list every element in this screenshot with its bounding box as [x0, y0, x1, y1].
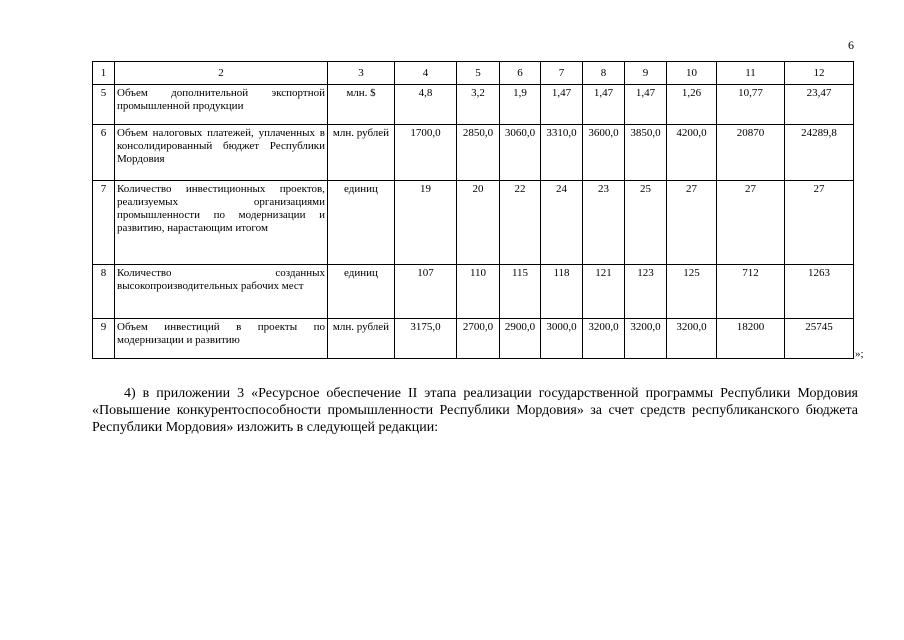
value-cell: 23,47	[785, 85, 854, 125]
value-cell: 2700,0	[457, 319, 500, 359]
value-cell: 3200,0	[583, 319, 625, 359]
value-cell: 20	[457, 181, 500, 265]
value-cell: 22	[500, 181, 541, 265]
column-header: 10	[667, 62, 717, 85]
column-header: 7	[541, 62, 583, 85]
value-cell: 1263	[785, 265, 854, 319]
table-row	[93, 125, 854, 181]
value-cell: 121	[583, 265, 625, 319]
value-cell: 20870	[717, 125, 785, 181]
indicator-name: Объем инвестиций в проекты по модернизации и развитию	[115, 319, 328, 359]
value-cell: 2850,0	[457, 125, 500, 181]
column-header: 1	[93, 62, 115, 85]
column-header: 12	[785, 62, 854, 85]
value-cell: 24	[541, 181, 583, 265]
indicator-name: Количество созданных высокопроизводительных рабочих мест	[115, 265, 328, 319]
table-row	[93, 265, 854, 319]
column-header: 5	[457, 62, 500, 85]
column-header: 8	[583, 62, 625, 85]
table-row	[93, 85, 854, 125]
value-cell: 4200,0	[667, 125, 717, 181]
value-cell: 27	[667, 181, 717, 265]
value-cell: 3310,0	[541, 125, 583, 181]
column-header: 2	[115, 62, 328, 85]
table-row	[93, 181, 854, 265]
closing-quote-mark: »;	[855, 348, 864, 360]
value-cell: 23	[583, 181, 625, 265]
row-number: 6	[93, 125, 115, 181]
value-cell: 18200	[717, 319, 785, 359]
value-cell: 115	[500, 265, 541, 319]
value-cell: 25	[625, 181, 667, 265]
value-cell: 24289,8	[785, 125, 854, 181]
value-cell: 3060,0	[500, 125, 541, 181]
page-number: 6	[848, 38, 854, 52]
indicator-name: Объем налоговых платежей, уплаченных в консолидированный бюджет Республики Мордовия	[115, 125, 328, 181]
column-header: 11	[717, 62, 785, 85]
table-row	[93, 319, 854, 359]
value-cell: 1,47	[625, 85, 667, 125]
unit-cell: единиц	[328, 181, 395, 265]
value-cell: 3600,0	[583, 125, 625, 181]
value-cell: 3175,0	[395, 319, 457, 359]
value-cell: 118	[541, 265, 583, 319]
indicator-name: Объем дополнительной экспортной промышленной продукции	[115, 85, 328, 125]
value-cell: 27	[717, 181, 785, 265]
value-cell: 25745	[785, 319, 854, 359]
column-header: 6	[500, 62, 541, 85]
value-cell: 1,26	[667, 85, 717, 125]
column-header: 3	[328, 62, 395, 85]
row-number: 5	[93, 85, 115, 125]
value-cell: 3,2	[457, 85, 500, 125]
column-header: 9	[625, 62, 667, 85]
value-cell: 3850,0	[625, 125, 667, 181]
value-cell: 3200,0	[625, 319, 667, 359]
value-cell: 1700,0	[395, 125, 457, 181]
table-header-row	[93, 62, 854, 85]
row-number: 9	[93, 319, 115, 359]
amendment-paragraph: 4) в приложении 3 «Ресурсное обеспечение II этапа реализации государственной программы Республики Мордовия «Повышение конкурентоспособности промышленности Республики Мордовия» за счет средств республиканского бюджета Республики Мордовия» изложить в следующей редакции:	[92, 386, 858, 435]
value-cell: 19	[395, 181, 457, 265]
value-cell: 123	[625, 265, 667, 319]
row-number: 7	[93, 181, 115, 265]
unit-cell: млн. рублей	[328, 319, 395, 359]
column-header: 4	[395, 62, 457, 85]
value-cell: 125	[667, 265, 717, 319]
value-cell: 3000,0	[541, 319, 583, 359]
unit-cell: млн. $	[328, 85, 395, 125]
value-cell: 1,47	[583, 85, 625, 125]
value-cell: 110	[457, 265, 500, 319]
indicators-table	[92, 61, 854, 359]
value-cell: 712	[717, 265, 785, 319]
value-cell: 27	[785, 181, 854, 265]
value-cell: 107	[395, 265, 457, 319]
value-cell: 1,47	[541, 85, 583, 125]
indicator-name: Количество инвестиционных проектов, реализуемых организациями промышленности по модернизации и развитию, нарастающим итогом	[115, 181, 328, 265]
row-number: 8	[93, 265, 115, 319]
unit-cell: млн. рублей	[328, 125, 395, 181]
value-cell: 3200,0	[667, 319, 717, 359]
value-cell: 1,9	[500, 85, 541, 125]
value-cell: 4,8	[395, 85, 457, 125]
value-cell: 2900,0	[500, 319, 541, 359]
value-cell: 10,77	[717, 85, 785, 125]
unit-cell: единиц	[328, 265, 395, 319]
